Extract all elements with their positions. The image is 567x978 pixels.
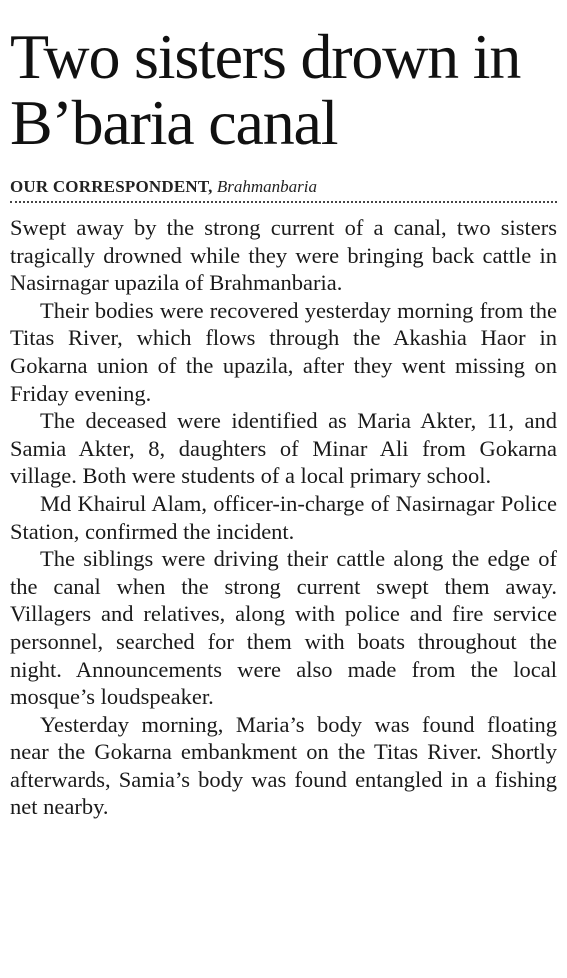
dotted-divider [10,201,557,203]
paragraph: Md Khairul Alam, officer-in-charge of Nasirnagar Police Station, confirmed the incident. [10,490,557,544]
paragraph: The siblings were driving their cattle along the edge of the canal when the strong current swept them away. Villagers and relatives, along with police and fire service personnel, searched for them with boats throughout the night. Announcements were also made from the local mosque’s loudspeaker. [10,546,557,710]
byline-place: Brahmanbaria [216,177,317,196]
byline-author: OUR CORRESPONDENT, [10,177,213,196]
paragraph: Their bodies were recovered yesterday morning from the Titas River, which flows through the Akashia Haor in Gokarna union of the upazila, after they went missing on Friday evening. [10,297,557,406]
article-body [10,214,557,821]
news-article [10,0,557,821]
headline: Two sisters drown in B’baria canal [10,21,521,158]
paragraph: Yesterday morning, Maria’s body was found floating near the Gokarna embankment on the Titas River. Shortly afterwards, Samia’s body was found entangled in a fishing net nearby. [10,711,557,820]
byline [10,176,557,198]
paragraph: The deceased were identified as Maria Akter, 11, and Samia Akter, 8, daughters of Minar Ali from Gokarna village. Both were students of a local primary school. [10,408,557,489]
paragraph: Swept away by the strong current of a canal, two sisters tragically drowned while they were bringing back cattle in Nasirnagar upazila of Brahmanbaria. [10,215,557,296]
